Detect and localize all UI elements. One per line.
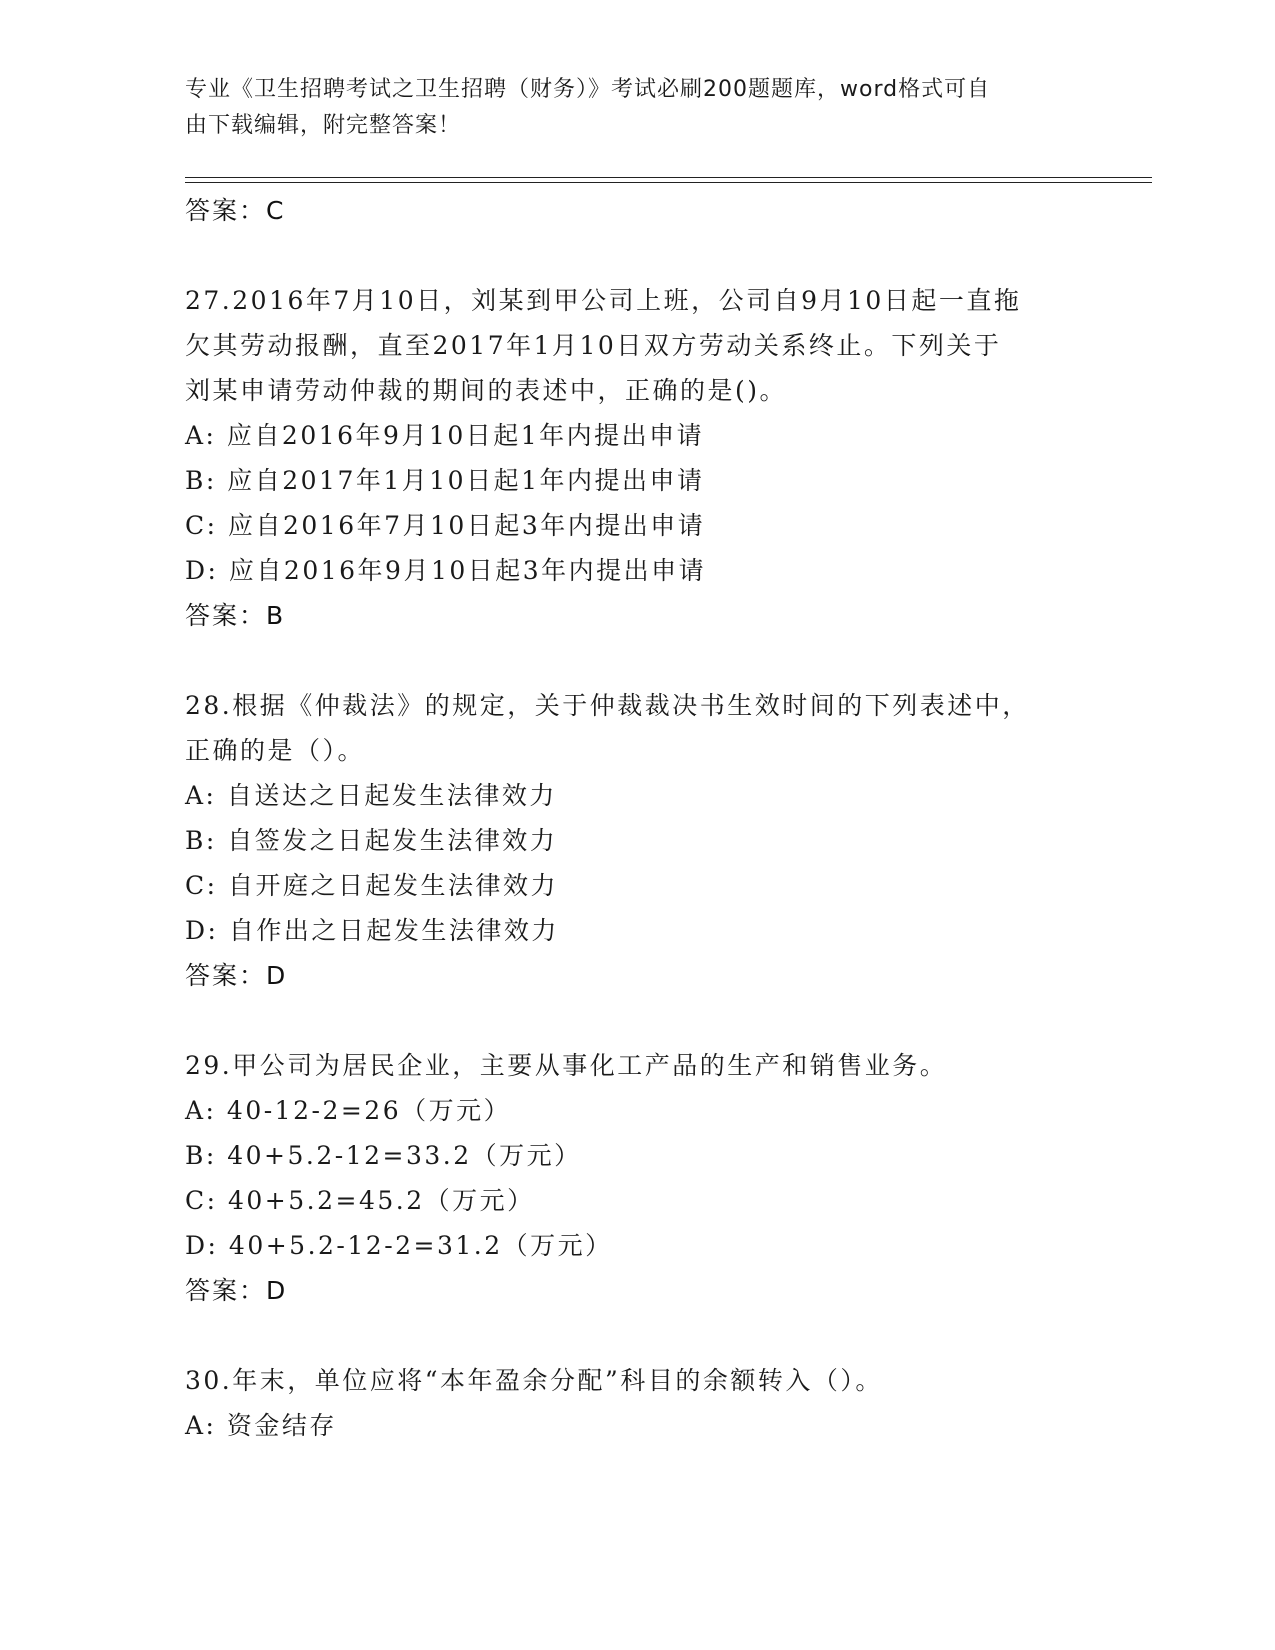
question-stem-line: 正确的是（）。 [185,736,366,765]
option-a: A: 应自2016年9月10日起1年内提出申请 [185,421,705,450]
option-c: C: 40+5.2=45.2（万元） [185,1186,535,1215]
question-stem-line: 28.根据《仲裁法》的规定，关于仲裁裁决书生效时间的下列表述中， [185,691,1030,720]
option-a: A: 自送达之日起发生法律效力 [185,781,557,810]
spacer [185,638,1085,683]
document-body [185,188,1085,1448]
answer-line: 答案：D [185,1276,288,1305]
document-header [185,72,1065,144]
option-a: A: 40-12-2=26（万元） [185,1096,512,1125]
question-stem-line: 27.2016年7月10日，刘某到甲公司上班，公司自9月10日起一直拖 [185,286,1022,315]
spacer [185,998,1085,1043]
answer-line: 答案：B [185,601,286,630]
header-line-1: 专业《卫生招聘考试之卫生招聘（财务）》考试必刷200题题库，word格式可自 [185,77,991,102]
question-stem-line: 29.甲公司为居民企业，主要从事化工产品的生产和销售业务。 [185,1051,948,1080]
spacer [185,1313,1085,1358]
option-b: B: 40+5.2-12=33.2（万元） [185,1141,582,1170]
option-d: D: 应自2016年9月10日起3年内提出申请 [185,556,707,585]
option-c: C: 自开庭之日起发生法律效力 [185,871,558,900]
spacer [185,233,1085,278]
question-27 [185,278,1085,638]
question-29 [185,1043,1085,1313]
question-stem-line: 30.年末，单位应将“本年盈余分配”科目的余额转入（）。 [185,1366,883,1395]
option-d: D: 40+5.2-12-2=31.2（万元） [185,1231,613,1260]
option-a: A: 资金结存 [185,1411,337,1440]
header-divider-top [185,177,1152,178]
header-divider-bottom [185,182,1152,183]
option-b: B: 自签发之日起发生法律效力 [185,826,558,855]
question-stem-line: 刘某申请劳动仲裁的期间的表述中，正确的是()。 [185,376,788,405]
question-stem-line: 欠其劳动报酬，直至2017年1月10日双方劳动关系终止。下列关于 [185,331,1002,360]
question-30 [185,1358,1085,1448]
option-b: B: 应自2017年1月10日起1年内提出申请 [185,466,705,495]
question-28 [185,683,1085,998]
header-line-2: 由下载编辑，附完整答案！ [185,113,462,138]
option-c: C: 应自2016年7月10日起3年内提出申请 [185,511,706,540]
answer-line: 答案：D [185,961,288,990]
answer-line: 答案：C [185,196,286,225]
option-d: D: 自作出之日起发生法律效力 [185,916,559,945]
